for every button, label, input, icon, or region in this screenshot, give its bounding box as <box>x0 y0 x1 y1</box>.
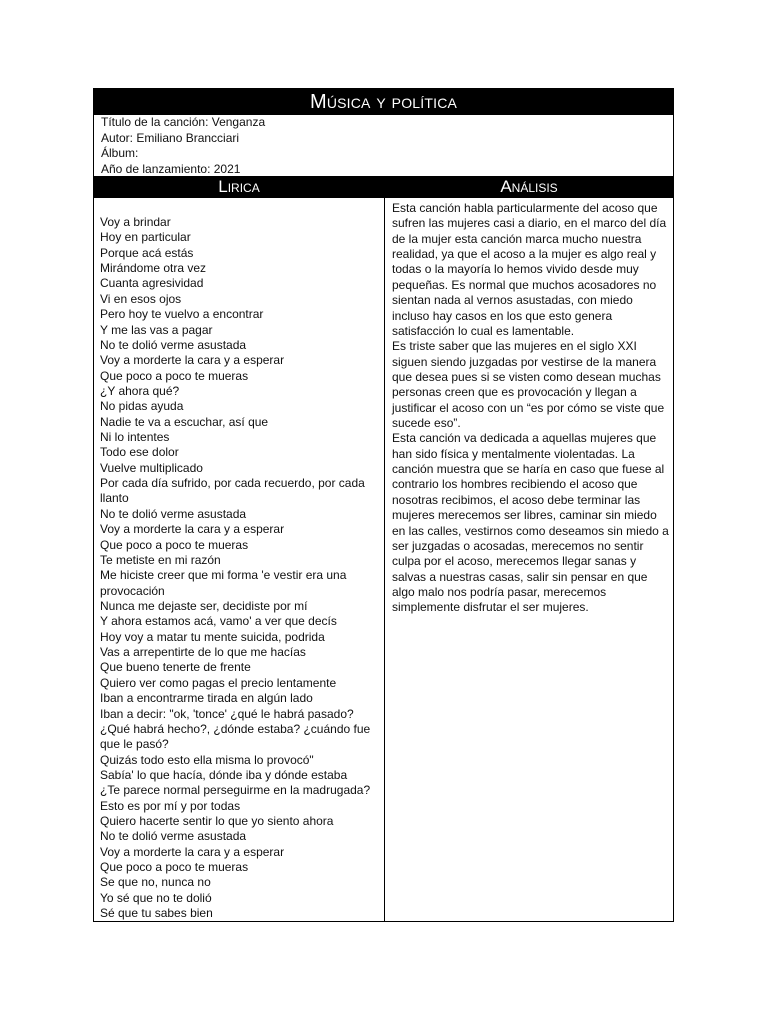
lyric-line: Que poco a poco te mueras <box>100 537 249 552</box>
lyric-line: Que poco a poco te mueras <box>100 860 249 875</box>
lyric-line: ¿Qué habrá hecho?, ¿dónde estaba? ¿cuándo fue que le pasó? <box>100 721 371 752</box>
analysis-paragraph: Esta canción habla particularmente del acoso que sufren las mujeres casi a diario, en el marco del día de la mujer esta canción marca mucho nuestra realidad, ya que el acoso a la mujer es algo real y todas o la mayoría lo hemos vivido desde muy pequeñas. Es normal que muchos acosadores no sientan nada al vernos asustadas, con miedo incluso hay casos en los que esto genera satisfacción lo cual es lamentable. <box>392 201 667 338</box>
lyric-line: Vas a arrepentirte de lo que me hacías <box>100 645 306 660</box>
lyric-line: Nadie te va a escuchar, así que <box>100 414 269 429</box>
lyric-line: Por cada día sufrido, por cada recuerdo, por cada llanto <box>100 476 365 506</box>
lyric-line: Porque acá estás <box>100 245 194 260</box>
lyric-line: Nunca me dejaste ser, decidiste por mí <box>100 598 308 613</box>
analysis-column <box>392 201 670 616</box>
lyric-line: Todo ese dolor <box>100 445 179 460</box>
page-title: Música y política <box>94 89 673 115</box>
lyric-line: Me hiciste creer que mi forma 'e vestir era una provocación <box>100 568 347 598</box>
document-table <box>93 88 674 922</box>
lyric-line: Mirándome otra vez <box>100 261 207 276</box>
lyric-line: Y me las vas a pagar <box>100 322 213 337</box>
lyric-line: Hoy voy a matar tu mente suicida, podrida <box>100 629 325 644</box>
lyric-line: No pidas ayuda <box>100 399 184 414</box>
lyric-line: Cuanta agresividad <box>100 276 204 291</box>
lyric-line: Que poco a poco te mueras <box>100 368 249 383</box>
analysis-paragraph: Es triste saber que las mujeres en el siglo XXI siguen siendo juzgadas por vestirse de la manera que desea pues si se visten como desean muchas personas creen que es provocación y llegan a justificar el acoso con un “es por cómo se viste que sucede eso”. <box>392 339 665 431</box>
lyric-line: Se que no, nunca no <box>100 875 211 890</box>
lyric-line: Yo sé que no te dolió <box>100 890 212 905</box>
lyric-line: Que bueno tenerte de frente <box>100 660 251 675</box>
lyric-line: ¿Y ahora qué? <box>100 383 180 398</box>
song-release-year: Año de lanzamiento: 2021 <box>101 161 241 176</box>
lyric-line: Quiero hacerte sentir lo que yo siento ahora <box>100 814 334 829</box>
lyric-line: No te dolió verme asustada <box>100 829 247 844</box>
lyric-line: Quizás todo esto ella misma lo provocó" <box>100 752 314 767</box>
lyric-line: Voy a morderte la cara y a esperar <box>100 353 285 368</box>
lyrics-column <box>100 215 380 922</box>
analysis-header: Análisis <box>385 176 673 198</box>
song-author: Autor: Emiliano Brancciari <box>101 130 240 145</box>
lyric-line: No te dolió verme asustada <box>100 337 247 352</box>
lyrics-header: Lirica <box>94 176 384 198</box>
lyric-line: Voy a morderte la cara y a esperar <box>100 522 285 537</box>
lyric-line: ¿Te parece normal perseguirme en la madrugada? <box>100 783 371 798</box>
lyric-line: Sabía' lo que hacía, dónde iba y dónde estaba <box>100 767 348 782</box>
lyric-line: Hoy en particular <box>100 230 191 245</box>
lyric-line: Voy a brindar <box>100 215 171 229</box>
lyric-line: Vuelve multiplicado <box>100 460 203 475</box>
song-title: Título de la canción: Venganza <box>101 115 266 129</box>
lyric-line: Vi en esos ojos <box>100 291 182 306</box>
lyric-line: Iban a encontrarme tirada en algún lado <box>100 691 313 706</box>
lyric-line: Quiero ver como pagas el precio lentamente <box>100 675 337 690</box>
lyric-line: Te metiste en mi razón <box>100 552 221 567</box>
lyric-line: Voy a morderte la cara y a esperar <box>100 844 285 859</box>
lyric-line: Y ahora estamos acá, vamo' a ver que decís <box>100 614 337 629</box>
lyric-line: Ni lo intentes <box>100 430 170 445</box>
column-divider <box>384 176 385 921</box>
lyric-line: Iban a decir: "ok, 'tonce' ¿qué le habrá pasado? <box>100 706 354 721</box>
song-album: Álbum: <box>101 146 139 160</box>
lyric-line: Sé que tu sabes bien <box>100 906 213 921</box>
lyric-line: Pero hoy te vuelvo a encontrar <box>100 307 264 322</box>
lyric-line: No te dolió verme asustada <box>100 506 247 521</box>
analysis-paragraph: Esta canción va dedicada a aquellas mujeres que han sido física y mentalmente violentadas. La canción muestra que se haría en caso que fuese al contrario los hombres recibiendo el acoso que nosotras recibimos, el acoso debe terminar las mujeres merecemos ser libres, caminar sin miedo en las calles, vestirnos como deseamos sin miedo a ser juzgadas o acosadas, merecemos no sentir culpa por el acoso, merecemos llegar sanas y salvas a nuestras casas, salir sin pensar en que algo malo nos podría pasar, merecemos simplemente disfrutar el ser mujeres. <box>392 431 669 615</box>
lyric-line: Esto es por mí y por todas <box>100 798 241 813</box>
